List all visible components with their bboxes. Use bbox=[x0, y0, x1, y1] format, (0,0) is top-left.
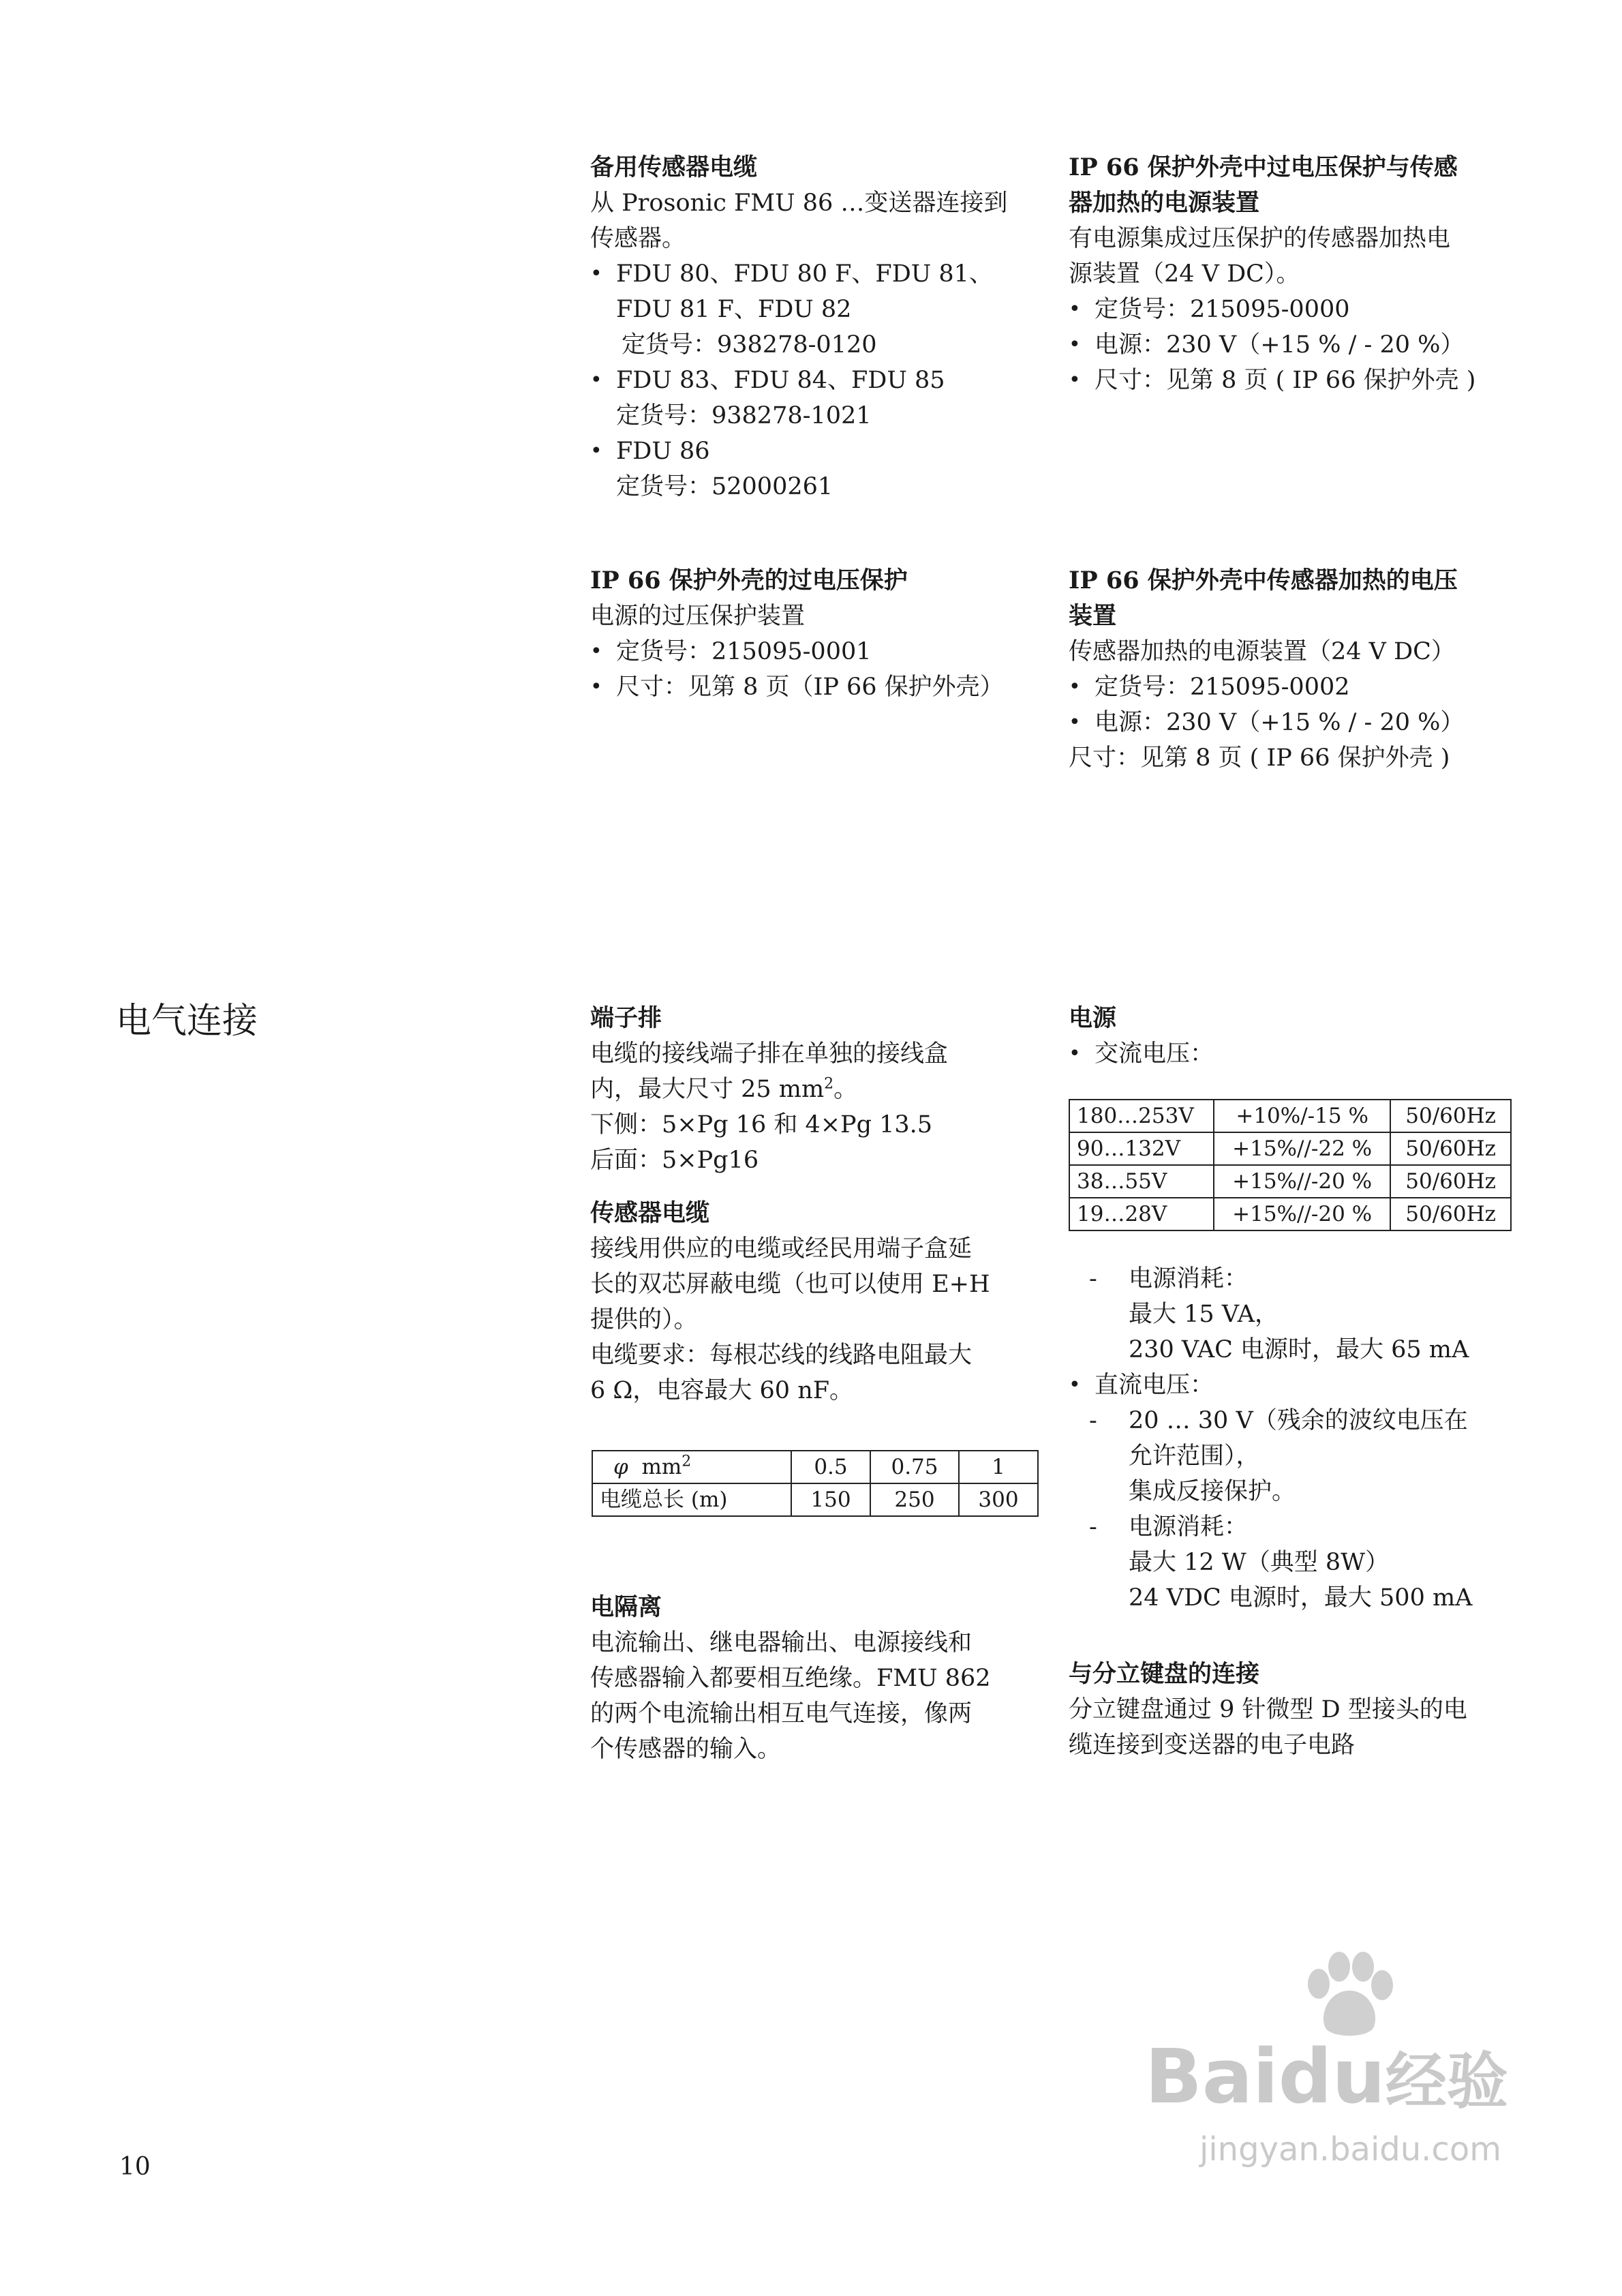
heater-section: IP 66 保护外壳中传感器加热的电压 装置 传感器加热的电源装置（24 V DC） • 定货号：215095-0002 • 电源：230 V（+15 % / - 20 %） 尺寸：见第 8 页 ( IP 66 保护外壳 ) bbox=[1069, 563, 1532, 776]
list-item: • 交流电压： bbox=[1069, 1036, 1532, 1072]
table-row: 19…28V +15%//-20 % 50/60Hz bbox=[1069, 1198, 1511, 1230]
list-item: • FDU 83、FDU 84、FDU 85 定货号：938278-1021 bbox=[590, 363, 1054, 434]
baidu-watermark bbox=[1145, 1950, 1540, 2181]
order-number: 定货号：938278-1021 bbox=[616, 402, 872, 429]
table-row: 电缆总长 (m) 150 250 300 bbox=[592, 1483, 1038, 1516]
terminal-section: 端子排 电缆的接线端子排在单独的接线盒 内，最大尺寸 25 $mm^2$。 下侧：5×Pg 16 和 4×Pg 13.5 后面：5×Pg16 传感器电缆 接线用供应的电缆或经民用端子盒延 长的双芯屏蔽电缆（也可以使用 E+H 提供的）。 电缆要求：每根芯线的线路电阻最大 6 Ω，电容最大 60 nF。 bbox=[590, 1001, 1054, 1408]
table-row: 38…55V +15%//-20 % 50/60Hz bbox=[1069, 1165, 1511, 1198]
page-number: 10 bbox=[119, 2153, 151, 2181]
paw-icon bbox=[1295, 1950, 1404, 2038]
list-item: • 电源：230 V（+15 % / - 20 %） bbox=[1069, 327, 1532, 363]
power-details: - 电源消耗： 最大 15 VA， 230 VAC 电源时，最大 65 mA • 直流电压： - 20 … 30 V（残余的波纹电压在 允许范围）， 集成反接保护。 - 电源消耗： 最大 12 W（典型 8W） 24 VDC 电源时，最大 500 mA bbox=[1069, 1261, 1532, 1616]
table-row: φ $mm^2$ 0.5 0.75 1 bbox=[592, 1451, 1038, 1483]
isolation-title: 电隔离 bbox=[590, 1593, 662, 1621]
power-title: 电源 bbox=[1069, 1004, 1117, 1032]
keypad-section: 与分立键盘的连接 分立键盘通过 9 针微型 D 型接头的电 缆连接到变送器的电子电路 bbox=[1069, 1657, 1532, 1763]
spare-cable-list bbox=[590, 256, 1054, 504]
list-item: • 电源：230 V（+15 % / - 20 %） bbox=[1069, 705, 1532, 740]
list-item: • 定货号：215095-0002 bbox=[1069, 669, 1532, 705]
list-item: • 直流电压： bbox=[1069, 1368, 1532, 1403]
heater-title-1: IP 66 保护外壳中传感器加热的电压 bbox=[1069, 567, 1458, 594]
terminal-title: 端子排 bbox=[590, 1004, 662, 1032]
overvoltage-heater-title-2: 器加热的电源装置 bbox=[1069, 189, 1260, 217]
order-number: 定货号：938278-0120 bbox=[622, 331, 877, 359]
overvoltage-heater-title-1: IP 66 保护外壳中过电压保护与传感 bbox=[1069, 153, 1458, 181]
isolation-section: 电隔离 电流输出、继电器输出、电源接线和 传感器输入都要相互绝缘。FMU 862 的两个电流输出相互电气连接，像两 个传感器的输入。 bbox=[590, 1590, 1054, 1767]
cable-length-table bbox=[592, 1450, 1039, 1517]
overvoltage-title: IP 66 保护外壳的过电压保护 bbox=[590, 567, 908, 594]
order-number: 定货号：52000261 bbox=[616, 473, 833, 500]
power-section bbox=[1069, 1001, 1532, 1072]
list-item: • 尺寸：见第 8 页（IP 66 保护外壳） bbox=[590, 669, 1054, 705]
heater-note: 尺寸：见第 8 页 ( IP 66 保护外壳 ) bbox=[1069, 744, 1450, 772]
sensor-cable-title: 传感器电缆 bbox=[590, 1199, 710, 1227]
watermark-url: jingyan.baidu.com bbox=[1199, 2130, 1501, 2169]
overvoltage-section: IP 66 保护外壳的过电压保护 电源的过压保护装置 • 定货号：215095-0001 • 尺寸：见第 8 页（IP 66 保护外壳） bbox=[590, 563, 1054, 705]
spare-cable-intro-2: 传感器。 bbox=[590, 225, 686, 252]
watermark-logo: Baidu经验 bbox=[1145, 2033, 1508, 2120]
list-item: • 尺寸：见第 8 页 ( IP 66 保护外壳 ) bbox=[1069, 363, 1532, 398]
overvoltage-heater-section: IP 66 保护外壳中过电压保护与传感 器加热的电源装置 有电源集成过压保护的传感器加热电 源装置（24 V DC）。 • 定货号：215095-0000 • 电源：230 V（+15 % / - 20 %） • 尺寸：见第 8 页 ( IP 66 保护外壳 ) bbox=[1069, 150, 1532, 398]
list-item: • FDU 86 定货号：52000261 bbox=[590, 434, 1054, 504]
list-item: • FDU 80、FDU 80 F、FDU 81、 FDU 81 F、FDU 82 定货号：938278-0120 bbox=[590, 256, 1054, 363]
section-heading: 电气连接 bbox=[116, 1001, 258, 1042]
keypad-title: 与分立键盘的连接 bbox=[1069, 1660, 1260, 1688]
spare-cable-section bbox=[590, 150, 1054, 504]
table-row: 180…253V +10%/-15 % 50/60Hz bbox=[1069, 1100, 1511, 1132]
heater-title-2: 装置 bbox=[1069, 602, 1117, 630]
list-item: • 定货号：215095-0000 bbox=[1069, 292, 1532, 327]
ac-voltage-table bbox=[1069, 1099, 1512, 1231]
spare-cable-title: 备用传感器电缆 bbox=[590, 153, 758, 181]
list-item: • 定货号：215095-0001 bbox=[590, 634, 1054, 669]
spare-cable-intro-1: 从 Prosonic FMU 86 …变送器连接到 bbox=[590, 190, 1008, 217]
table-row: 90…132V +15%//-22 % 50/60Hz bbox=[1069, 1132, 1511, 1165]
